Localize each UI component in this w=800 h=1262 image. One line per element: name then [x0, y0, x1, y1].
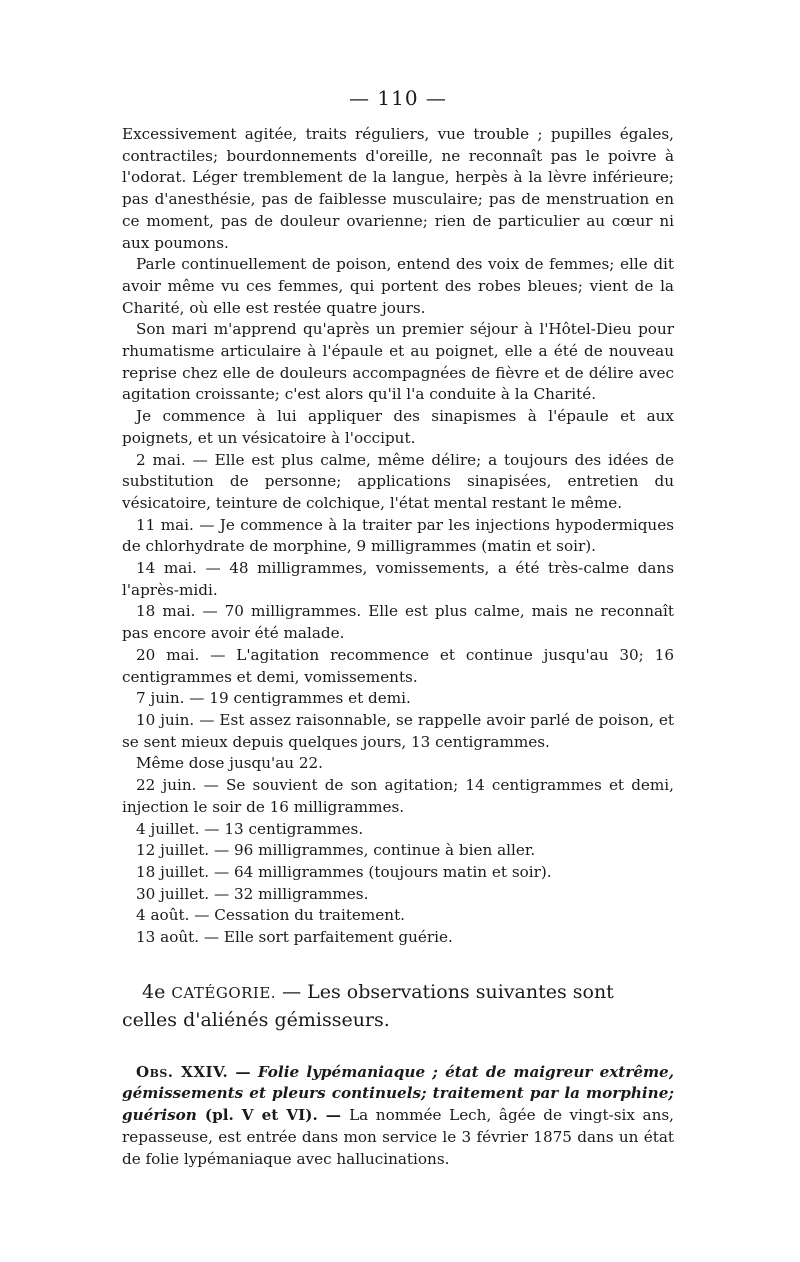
observation-paragraph: [122, 1062, 674, 1171]
section-number: 4e: [142, 980, 166, 1003]
paragraph-history: Son mari m'apprend qu'après un premier séjour à l'Hôtel-Dieu pour rhumatisme articulaire à l'épaule et au poignet, elle a été de nouveau reprise chez elle de douleurs accompagnées de fièvre et de délire avec agitation croissante; c'est alors qu'il l'a conduite à la Charité.: [122, 320, 674, 404]
page-body: [122, 86, 674, 1185]
treatment-log: [122, 450, 674, 949]
section-label: CATÉGORIE.: [171, 983, 277, 1002]
log-entry: 18 mai. — 70 milligrammes. Elle est plus calme, mais ne reconnaît pas encore avoir été malade.: [122, 602, 674, 643]
observation-ref: (pl. V et VI). —: [196, 1106, 350, 1125]
log-entry: 14 mai. — 48 milligrammes, vomissements, a été très-calme dans l'après-midi.: [122, 559, 674, 599]
log-entry: 4 août. — Cessation du traitement.: [136, 906, 406, 925]
log-entry: 30 juillet. — 32 milligrammes.: [136, 884, 369, 903]
observation-title: Folie lypémaniaque ; état de maigreur extrême, gémissements et pleurs continuels; traitement par la morphine; guérison: [122, 1062, 675, 1125]
log-entry: 2 mai. — Elle est plus calme, même délire; a toujours des idées de substitution de personne; applications sinapisées, entretien du vésicatoire, teinture de colchique, l'état mental restant le même.: [122, 450, 674, 512]
log-entry: 13 août. — Elle sort parfaitement guérie.: [136, 928, 453, 947]
observation-dash: —: [228, 1062, 258, 1081]
section-text: — Les observations suivantes sont celles d'aliénés gémisseurs.: [122, 980, 614, 1031]
observation-text: La nommée Lech, âgée de vingt-six ans, repasseuse, est entrée dans mon service le 3 février 1875 dans un état de folie lypémaniaque avec hallucinations.: [122, 1106, 674, 1168]
log-entry: 12 juillet. — 96 milligrammes, continue à bien aller.: [136, 841, 536, 860]
page-number: — 110 —: [349, 86, 447, 110]
log-entry: 10 juin. — Est assez raisonnable, se rappelle avoir parlé de poison, et se sent mieux depuis quelques jours, 13 centigrammes.: [122, 710, 674, 751]
paragraph-exam: Excessivement agitée, traits réguliers, vue trouble ; pupilles égales, contractiles; bourdonnements d'oreille, ne reconnaît pas le poivre à l'odorat. Léger tremblement de la langue, herpès à la lèvre inférieure; pas d'anesthésie, pas de faiblesse musculaire; pas de menstruation en ce moment, pas de douleur ovarienne; rien de particulier au cœur ni aux poumons.: [122, 125, 674, 252]
section-heading: [122, 979, 674, 1034]
paragraph-delusion: Parle continuellement de poison, entend des voix de femmes; elle dit avoir même vu ces femmes, qui portent des robes bleues; vient de la Charité, où elle est restée quatre jours.: [122, 255, 674, 317]
log-entry: 4 juillet. — 13 centigrammes.: [136, 819, 364, 838]
paragraph-treatment: Je commence à lui appliquer des sinapismes à l'épaule et aux poignets, et un vésicatoire à l'occiput.: [122, 407, 674, 447]
log-entry: 20 mai. — L'agitation recommence et continue jusqu'au 30; 16 centigrammes et demi, vomissements.: [122, 645, 674, 686]
log-entry: Même dose jusqu'au 22.: [136, 754, 324, 773]
log-entry: 11 mai. — Je commence à la traiter par les injections hypodermiques de chlorhydrate de morphine, 9 milligrammes (matin et soir).: [122, 515, 674, 556]
observation-label: Obs. XXIV.: [136, 1062, 229, 1081]
log-entry: 22 juin. — Se souvient de son agitation; 14 centigrammes et demi, injection le soir de 16 milligrammes.: [122, 776, 674, 816]
log-entry: 18 juillet. — 64 milligrammes (toujours matin et soir).: [136, 862, 552, 881]
log-entry: 7 juin. — 19 centigrammes et demi.: [136, 689, 411, 708]
